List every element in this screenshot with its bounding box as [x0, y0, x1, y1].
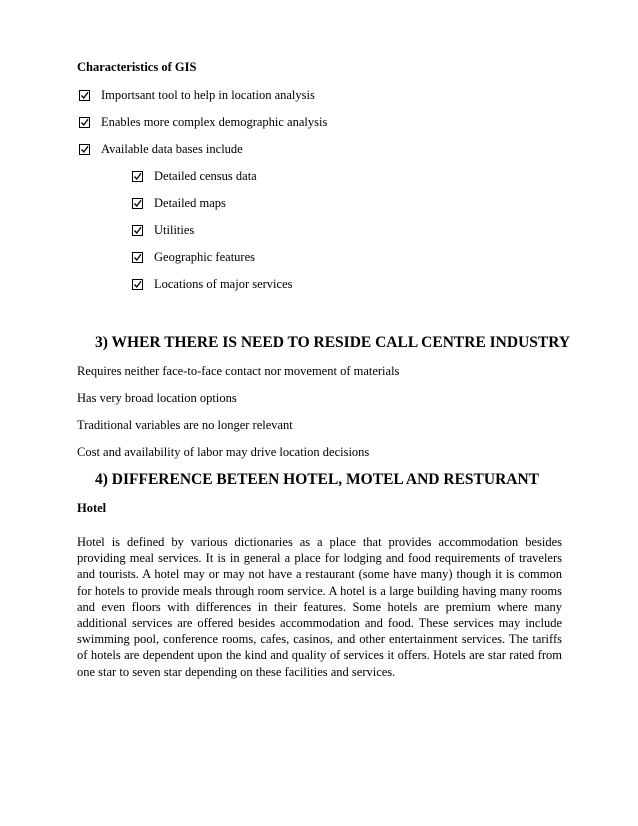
section-heading: 3) WHER THERE IS NEED TO RESIDE CALL CENTRE INDUSTRY [95, 334, 571, 351]
subheading: Hotel [77, 501, 107, 515]
checkbox-icon [132, 252, 143, 263]
list-item [132, 223, 194, 238]
list-item-label: Utilities [154, 223, 195, 237]
list-item [132, 169, 257, 184]
list-item [79, 115, 327, 130]
list-item [132, 277, 293, 292]
list-item [79, 88, 315, 103]
list-item [132, 250, 255, 265]
list-item-label: Detailed census data [154, 169, 257, 183]
checkbox-icon [132, 279, 143, 290]
checkbox-icon [132, 171, 143, 182]
gis-title: Characteristics of GIS [77, 60, 197, 74]
checkbox-icon [79, 117, 90, 128]
checkbox-icon [132, 198, 143, 209]
list-item-label: Detailed maps [154, 196, 226, 210]
checkbox-icon [132, 225, 143, 236]
list-item-label: Importsant tool to help in location analysis [101, 88, 315, 102]
list-item-label: Geographic features [154, 250, 255, 264]
list-item [79, 142, 243, 157]
text-line: Cost and availability of labor may drive location decisions [77, 445, 370, 459]
list-item-label: Locations of major services [154, 277, 293, 291]
list-item [132, 196, 226, 211]
list-item-label: Enables more complex demographic analysis [101, 115, 328, 129]
list-item-label: Available data bases include [101, 142, 243, 156]
body-paragraph: Hotel is defined by various dictionaries as a place that provides accommodation besides providing meal services. It is in general a place for lodging and food requirements of travelers and tourists. A hotel may or may not have a restaurant (some have many) though it is common for hotels to provide meals through room service. A hotel is a large building having many rooms and even floors with differences in their features. Some hotels are premium where many additional services are offered besides accommodation and food. These services may include swimming pool, conference rooms, cafes, casinos, and other entertainment services. The tariffs of hotels are dependent upon the kind and quality of services it offers. Hotels are star rated from one star to seven star depending on these facilities and services. [77, 535, 562, 679]
text-line: Requires neither face-to-face contact nor movement of materials [77, 364, 400, 378]
checkbox-icon [79, 144, 90, 155]
checkbox-icon [79, 90, 90, 101]
text-line: Traditional variables are no longer relevant [77, 418, 293, 432]
section-heading: 4) DIFFERENCE BETEEN HOTEL, MOTEL AND RESTURANT [95, 471, 539, 488]
text-line: Has very broad location options [77, 391, 237, 405]
